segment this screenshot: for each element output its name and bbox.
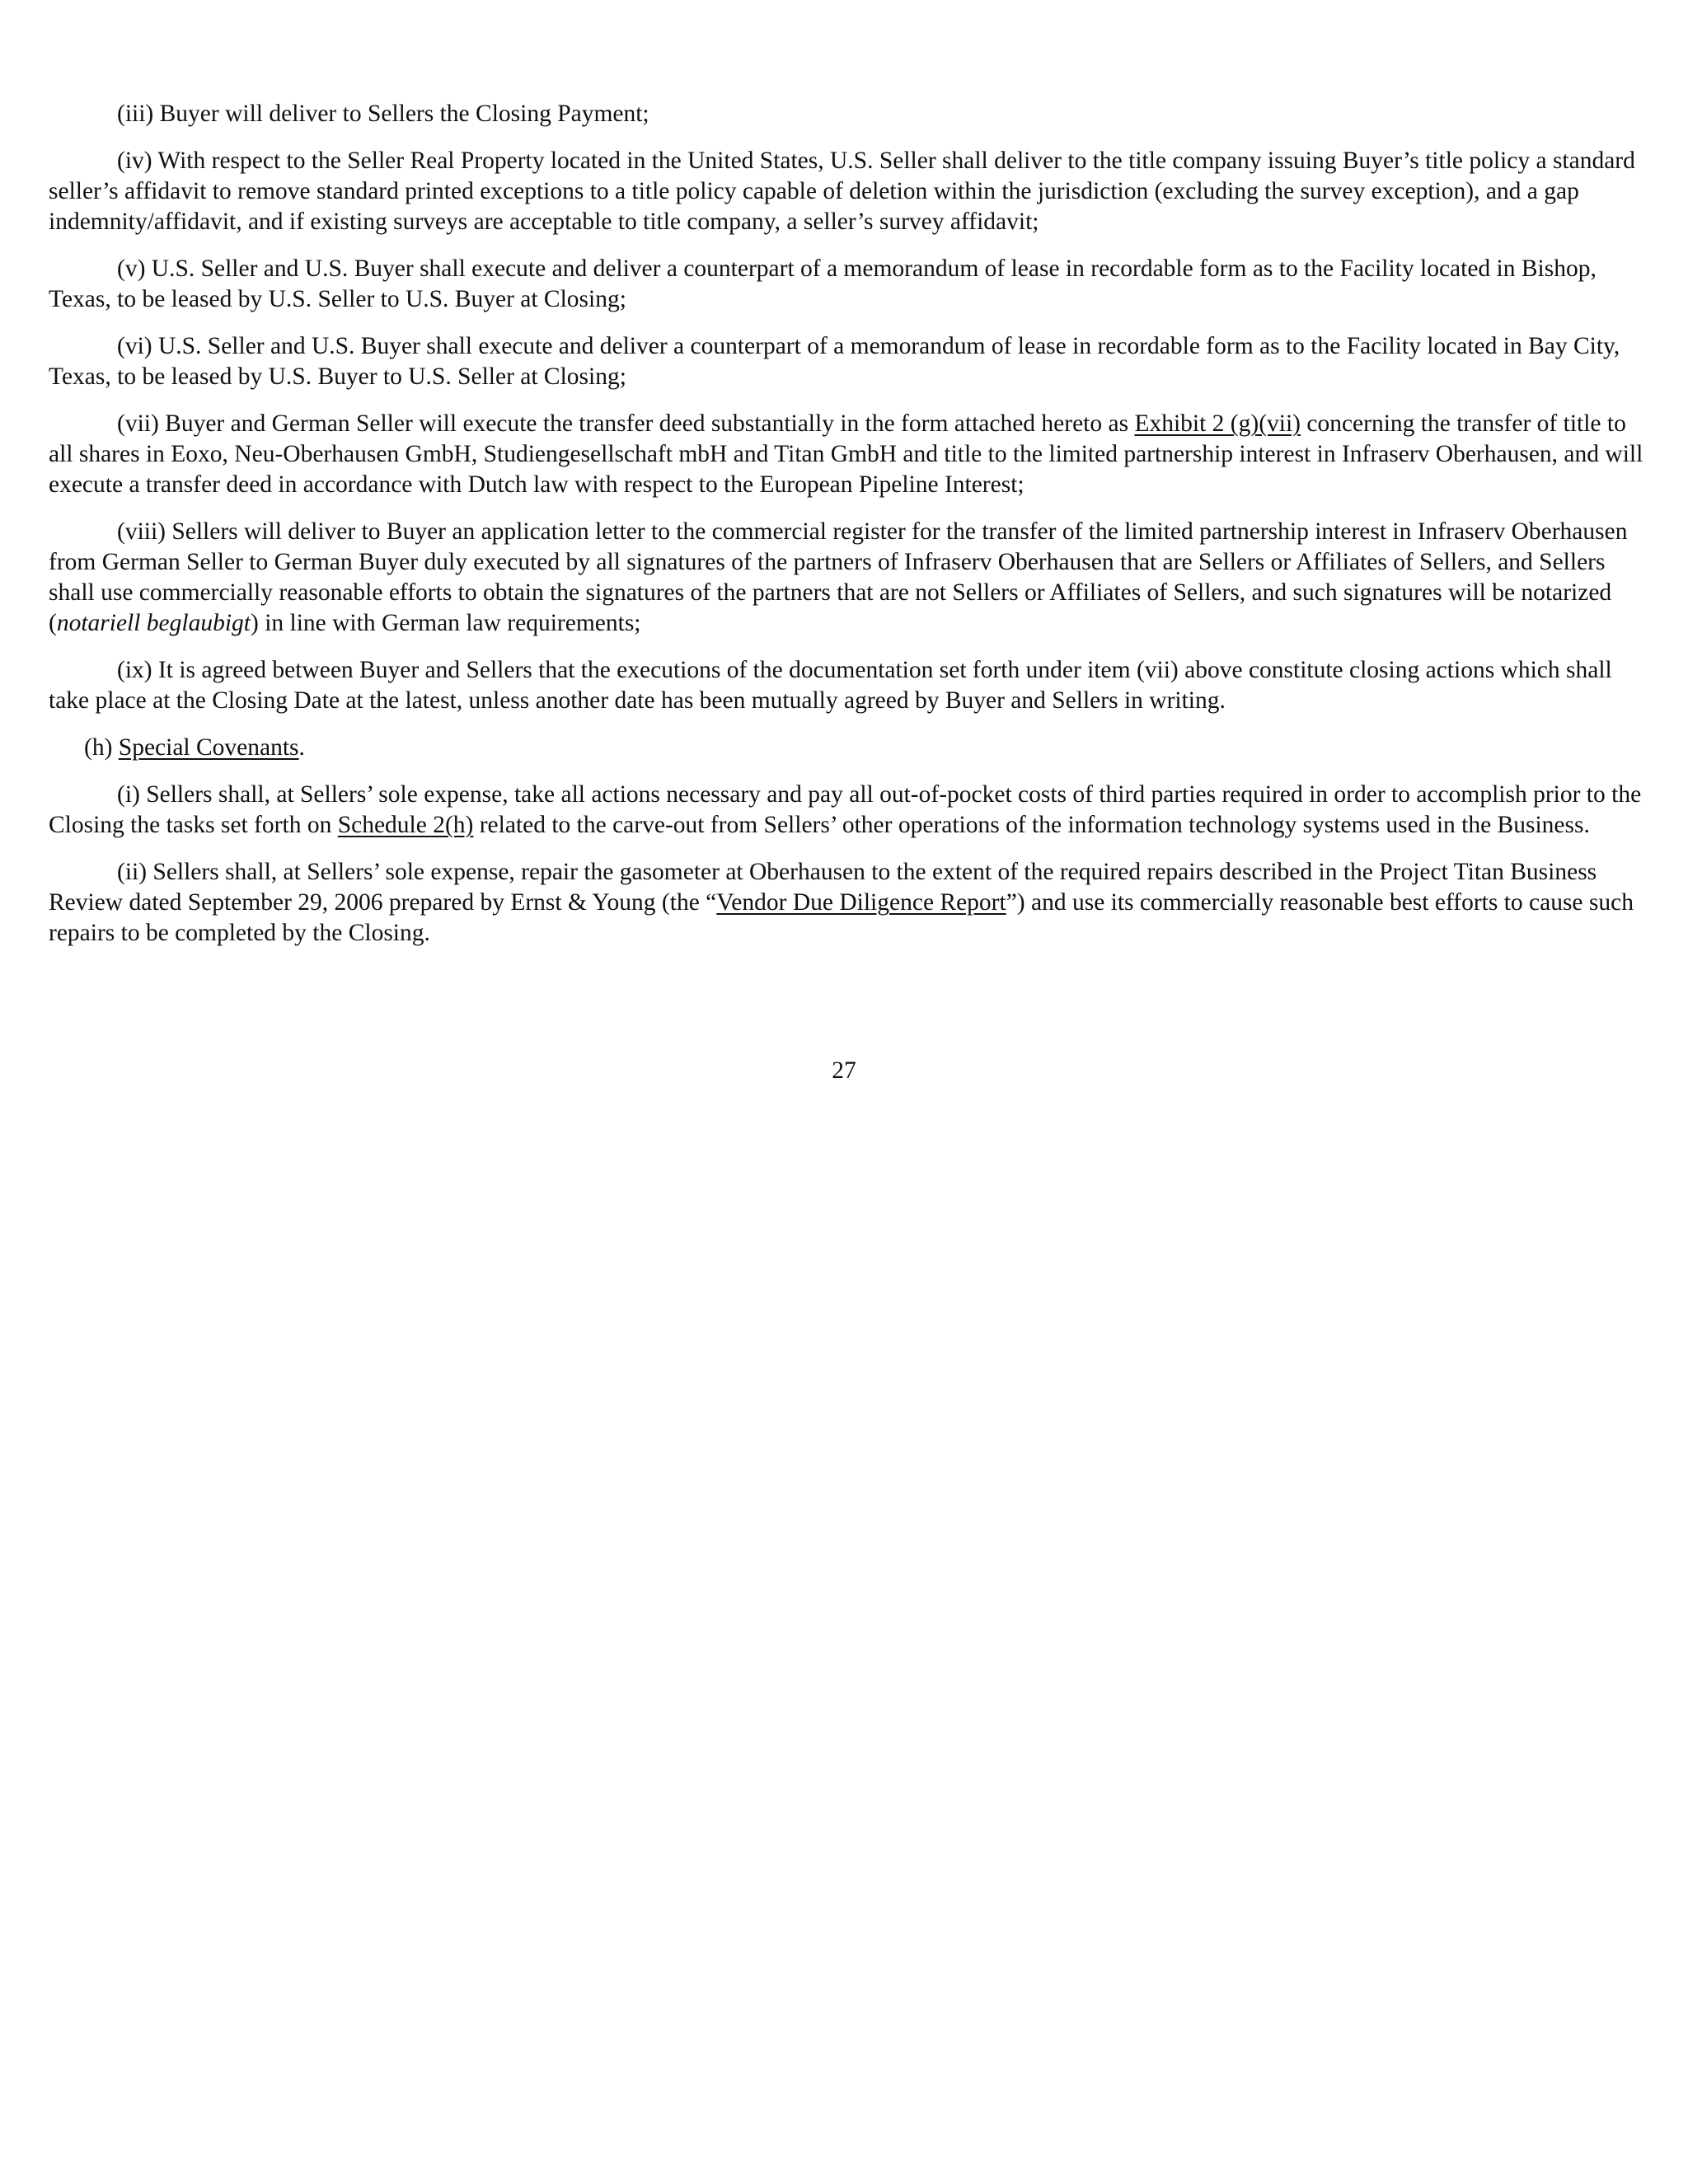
paragraph-text: concerning the transfer of title to all shares in Eoxo, Neu-Oberhausen GmbH, Studiengesellschaft mbH and Titan GmbH and title to the limited partnership interest in Infraserv Oberhausen, and will execute a transfer deed in accordance with Dutch law with respect to the European Pipeline Interest; (49, 410, 1643, 498)
paragraph-text: (viii) Sellers will deliver to Buyer an application letter to the commercial register for the transfer of the limited partnership interest in Infraserv Oberhausen from German Seller to German Buyer duly executed by all signatures of the partners of Infraserv Oberhausen that are Sellers or Affiliates of Sellers, and Sellers shall use commercially reasonable efforts to obtain the signatures of the partners that are not Sellers or Affiliates of Sellers, and such signatures will be notarized ( (49, 518, 1628, 636)
paragraph-text: (iii) Buyer will deliver to Sellers the Closing Payment; (117, 101, 649, 127)
section-heading-special-covenants (49, 733, 1643, 763)
paragraph-vii (49, 409, 1643, 500)
paragraph-text: ) in line with German law requirements; (251, 610, 641, 636)
paragraph-text: (vi) U.S. Seller and U.S. Buyer shall execute and deliver a counterpart of a memorandum of lease in recordable form as to the Facility located in Bay City, Texas, to be leased by U.S. Buyer to U.S. Seller at Closing; (49, 333, 1620, 390)
section-number: (h) (84, 734, 119, 761)
paragraph-text: (iv) With respect to the Seller Real Property located in the United States, U.S. Seller shall deliver to the title company issuing Buyer’s title policy a standard seller’s affidavit to remove standard printed exceptions to a title policy capable of deletion within the jurisdiction (excluding the survey exception), and a gap indemnity/affidavit, and if existing surveys are acceptable to title company, a seller’s survey affidavit; (49, 148, 1635, 235)
paragraph-text: (vii) Buyer and German Seller will execute the transfer deed substantially in the form attached hereto as (117, 410, 1135, 437)
paragraph-iv (49, 146, 1643, 237)
paragraph-iii (49, 99, 1643, 129)
paragraph-text: (i) Sellers shall, at Sellers’ sole expense, take all actions necessary and pay all out-of-pocket costs of third parties required in order to accomplish prior to the Closing the tasks set forth on (49, 781, 1642, 838)
paragraph-h-i (49, 780, 1643, 841)
paragraph-text: (ix) It is agreed between Buyer and Sellers that the executions of the documentation set forth under item (vii) above constitute closing actions which shall take place at the Closing Date at the latest, unless another date has been mutually agreed by Buyer and Sellers in writing. (49, 657, 1612, 714)
german-legal-term: notariell beglaubigt (56, 610, 251, 636)
heading-period: . (298, 734, 305, 761)
vendor-due-diligence-report-term: Vendor Due Diligence Report (716, 889, 1006, 916)
paragraph-vi (49, 331, 1643, 392)
exhibit-2-g-vii-reference: Exhibit 2 (g)(vii) (1134, 410, 1301, 437)
page-number: 27 (832, 1057, 856, 1084)
paragraph-text: (v) U.S. Seller and U.S. Buyer shall execute and deliver a counterpart of a memorandum of lease in recordable form as to the Facility located in Bishop, Texas, to be leased by U.S. Seller to U.S. Buyer at Closing; (49, 255, 1597, 312)
paragraph-text: related to the carve-out from Sellers’ other operations of the information technology systems used in the Business. (473, 812, 1590, 838)
schedule-2h-reference: Schedule 2(h) (337, 812, 474, 838)
paragraph-v (49, 254, 1643, 315)
paragraph-text: (ii) Sellers shall, at Sellers’ sole expense, repair the gasometer at Oberhausen to the extent of the required repairs described in the Project Titan Business Review dated September 29, 2006 prepared by Ernst & Young (the “ (49, 859, 1597, 916)
section-title: Special Covenants (118, 734, 299, 761)
paragraph-text: ”) and use its commercially reasonable best efforts to cause such repairs to be completed by the Closing. (49, 889, 1634, 946)
paragraph-ix (49, 655, 1643, 716)
paragraph-viii (49, 517, 1643, 639)
paragraph-h-ii (49, 857, 1643, 949)
document-body (49, 99, 1643, 965)
